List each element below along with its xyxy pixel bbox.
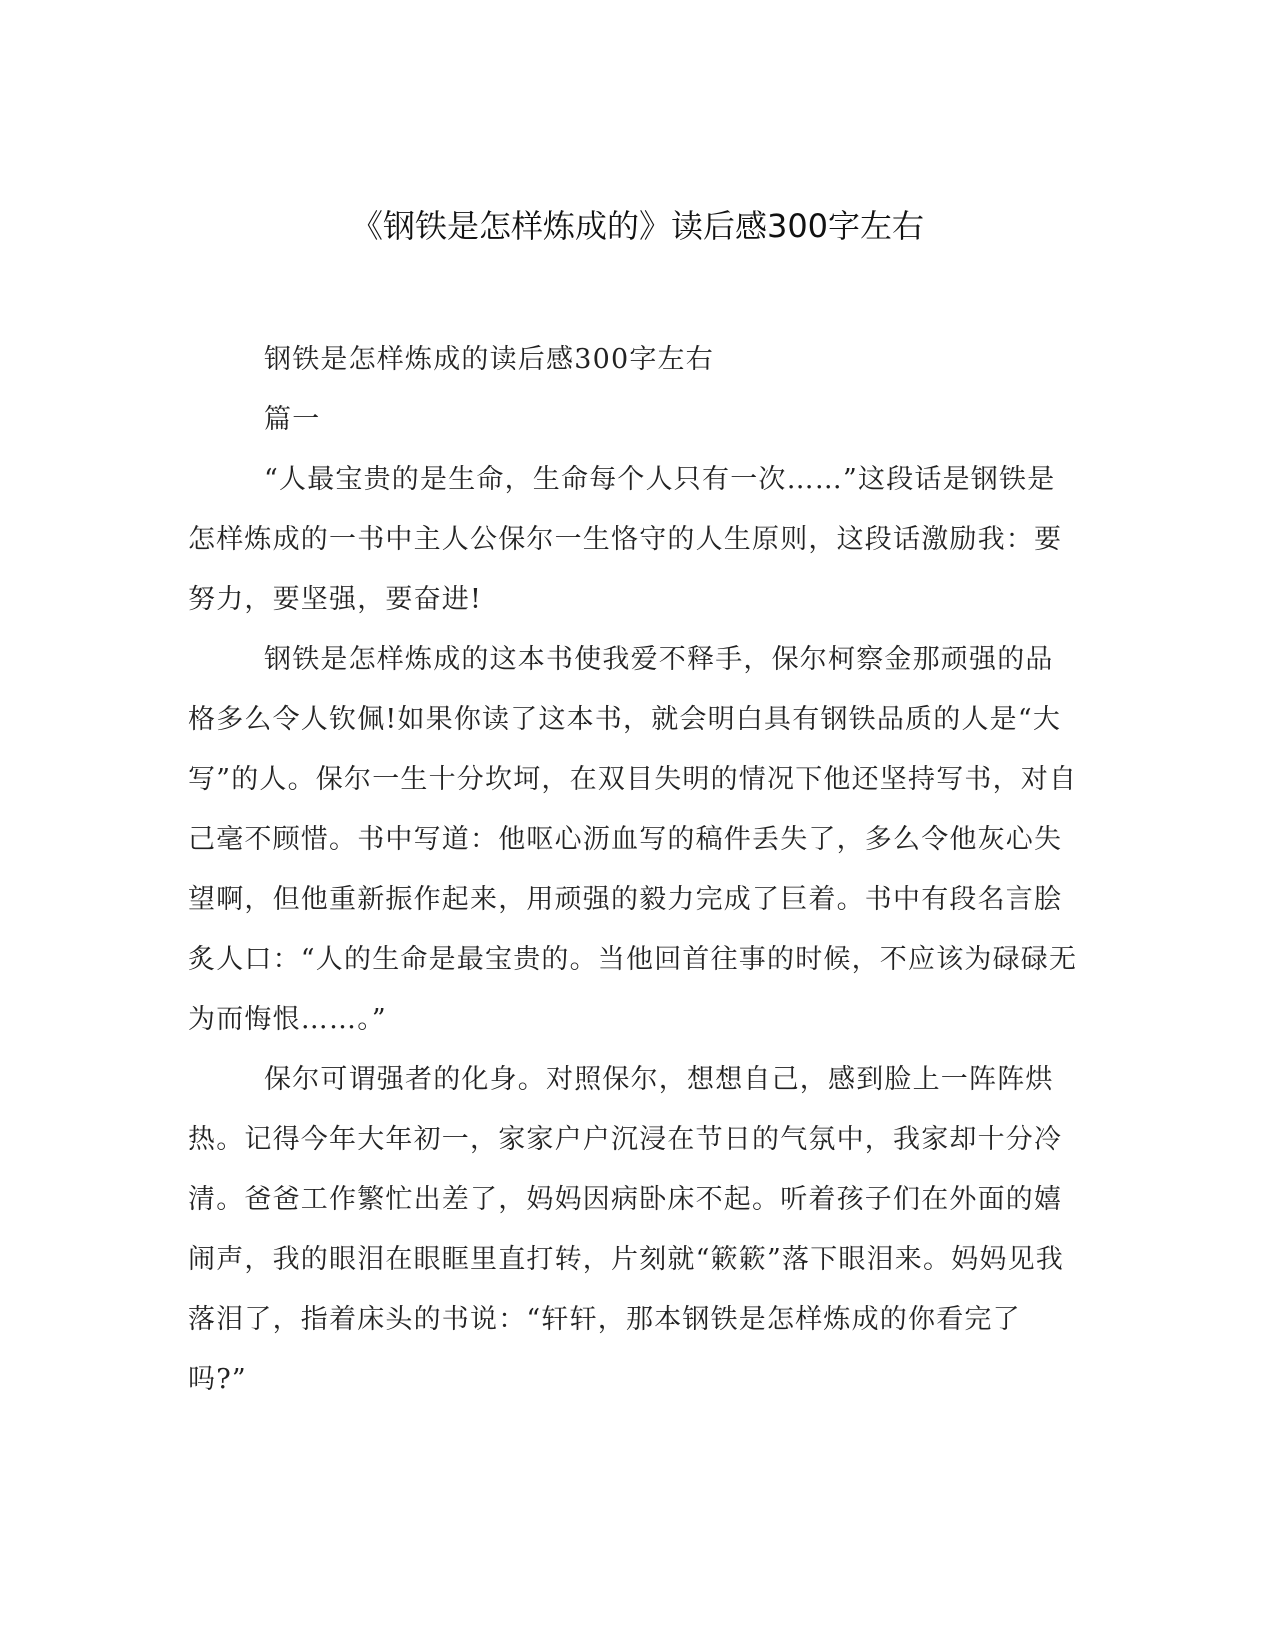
document-body [188,330,1078,1410]
subtitle-paragraph: 钢铁是怎样炼成的读后感300字左右 [264,344,714,375]
body-paragraph: “人最宝贵的是生命，生命每个人只有一次……”这段话是钢铁是怎样炼成的一书中主人公保尔一生恪守的人生原则，这段话激励我：要努力，要坚强，要奋进! [188,464,1063,615]
document-title: 《钢铁是怎样炼成的》读后感300字左右 [350,207,925,245]
body-paragraph: 保尔可谓强者的化身。对照保尔，想想自己，感到脸上一阵阵烘热。记得今年大年初一，家家户户沉浸在节日的气氛中，我家却十分冷清。爸爸工作繁忙出差了，妈妈因病卧床不起。听着孩子们在外面的嬉闹声，我的眼泪在眼眶里直打转，片刻就“簌簌”落下眼泪来。妈妈见我落泪了，指着床头的书说：“轩轩，那本钢铁是怎样炼成的你看完了吗?” [188,1064,1065,1395]
body-paragraph: 钢铁是怎样炼成的这本书使我爱不释手，保尔柯察金那顽强的品格多么令人钦佩!如果你读了这本书，就会明白具有钢铁品质的人是“大写”的人。保尔一生十分坎坷，在双目失明的情况下他还坚持写书，对自己毫不顾惜。书中写道：他呕心沥血写的稿件丢失了，多么令他灰心失望啊，但他重新振作起来，用顽强的毅力完成了巨着。书中有段名言脍炙人口：“人的生命是最宝贵的。当他回首往事的时候，不应该为碌碌无为而悔恨……。” [188,644,1078,1035]
section-label-paragraph: 篇一 [264,404,321,435]
